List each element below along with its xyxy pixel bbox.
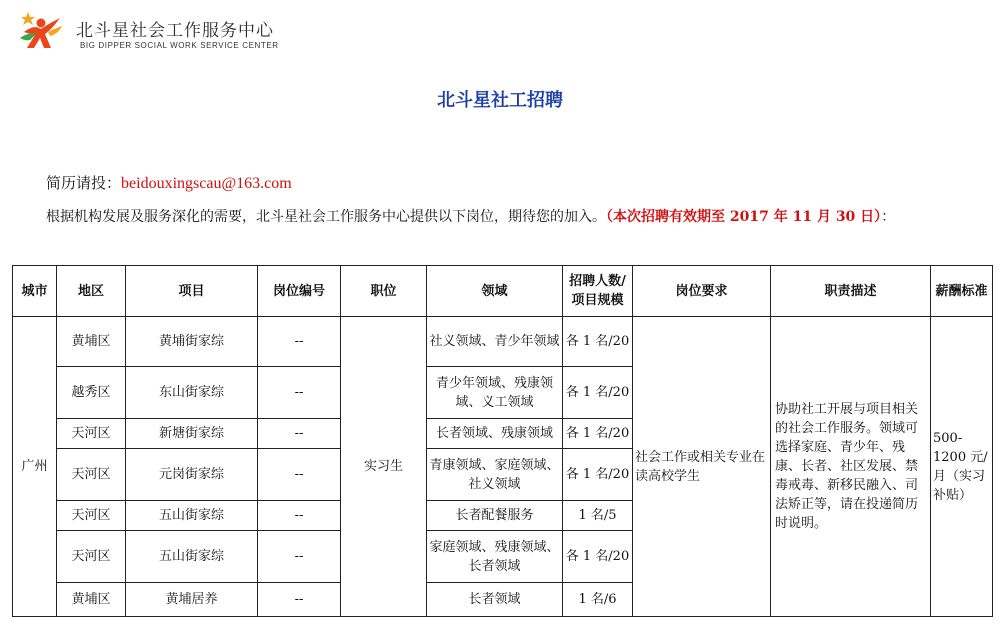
header-salary: 薪酬标准: [931, 266, 993, 317]
header-project: 项目: [126, 266, 258, 317]
field-cell: 青康领域、家庭领域、社义领域: [427, 449, 563, 501]
headcount-cell: 各 1 名/20: [563, 317, 633, 367]
post-code-cell: --: [258, 367, 341, 419]
field-cell: 长者配餐服务: [427, 501, 563, 531]
city-cell: 广州: [13, 317, 57, 617]
project-cell: 黄埔街家综: [126, 317, 258, 367]
post-code-cell: --: [258, 583, 341, 617]
project-cell: 五山街家综: [126, 501, 258, 531]
post-code-cell: --: [258, 531, 341, 583]
star-figure-logo-icon: [18, 10, 64, 50]
validity-notice: （本次招聘有效期至 2017 年 11 月 30 日）: [606, 209, 882, 225]
post-code-cell: --: [258, 317, 341, 367]
resume-email-link[interactable]: beidouxingscau@163.com: [121, 175, 292, 192]
org-logo: [18, 8, 318, 52]
district-cell: 黄埔区: [57, 583, 126, 617]
header-field: 领域: [427, 266, 563, 317]
district-cell: 天河区: [57, 531, 126, 583]
district-cell: 黄埔区: [57, 317, 126, 367]
org-name-cn: 北斗星社会工作服务中心: [76, 21, 274, 41]
headcount-cell: 各 1 名/20: [563, 419, 633, 449]
resume-line: [46, 172, 292, 193]
position-cell: 实习生: [341, 317, 427, 617]
header-requirements: 岗位要求: [633, 266, 771, 317]
header-headcount: 招聘人数/项目规模: [563, 266, 633, 317]
headcount-cell: 1 名/6: [563, 583, 633, 617]
district-cell: 天河区: [57, 449, 126, 501]
project-cell: 五山街家综: [126, 531, 258, 583]
project-cell: 黄埔居养: [126, 583, 258, 617]
table-row: [13, 317, 993, 367]
duties-cell: 协助社工开展与项目相关的社会工作服务。领域可选择家庭、青少年、残康、长者、社区发展、禁毒戒毒、新移民融入、司法矫正等，请在投递简历时说明。: [771, 317, 931, 617]
headcount-cell: 1 名/5: [563, 501, 633, 531]
post-code-cell: --: [258, 419, 341, 449]
headcount-cell: 各 1 名/20: [563, 531, 633, 583]
project-cell: 新塘街家综: [126, 419, 258, 449]
header-district: 地区: [57, 266, 126, 317]
intro-text: 根据机构发展及服务深化的需要，北斗星社会工作服务中心提供以下岗位，期待您的加入。: [46, 209, 606, 225]
intro-tail: ：: [881, 209, 896, 225]
header-duties: 职责描述: [771, 266, 931, 317]
field-cell: 长者领域、残康领域: [427, 419, 563, 449]
header-post-code: 岗位编号: [258, 266, 341, 317]
resume-label: 简历请投：: [46, 174, 122, 192]
header-city: 城市: [13, 266, 57, 317]
district-cell: 天河区: [57, 419, 126, 449]
project-cell: 元岗街家综: [126, 449, 258, 501]
headcount-cell: 各 1 名/20: [563, 449, 633, 501]
field-cell: 家庭领域、残康领域、长者领域: [427, 531, 563, 583]
table-header-row: [13, 266, 993, 317]
field-cell: 青少年领域、残康领域、义工领域: [427, 367, 563, 419]
field-cell: 长者领域: [427, 583, 563, 617]
intro-paragraph: [14, 205, 944, 229]
headcount-cell: 各 1 名/20: [563, 367, 633, 419]
salary-cell: 500-1200 元/月（实习补贴）: [931, 317, 993, 617]
field-cell: 社义领域、青少年领域: [427, 317, 563, 367]
post-code-cell: --: [258, 501, 341, 531]
district-cell: 天河区: [57, 501, 126, 531]
org-name-en: BIG DIPPER SOCIAL WORK SERVICE CENTER: [80, 41, 279, 50]
jobs-table: [12, 265, 993, 617]
post-code-cell: --: [258, 449, 341, 501]
header-position: 职位: [341, 266, 427, 317]
page-title: 北斗星社工招聘: [437, 90, 563, 111]
project-cell: 东山街家综: [126, 367, 258, 419]
district-cell: 越秀区: [57, 367, 126, 419]
requirements-cell: 社会工作或相关专业在读高校学生: [633, 317, 771, 617]
